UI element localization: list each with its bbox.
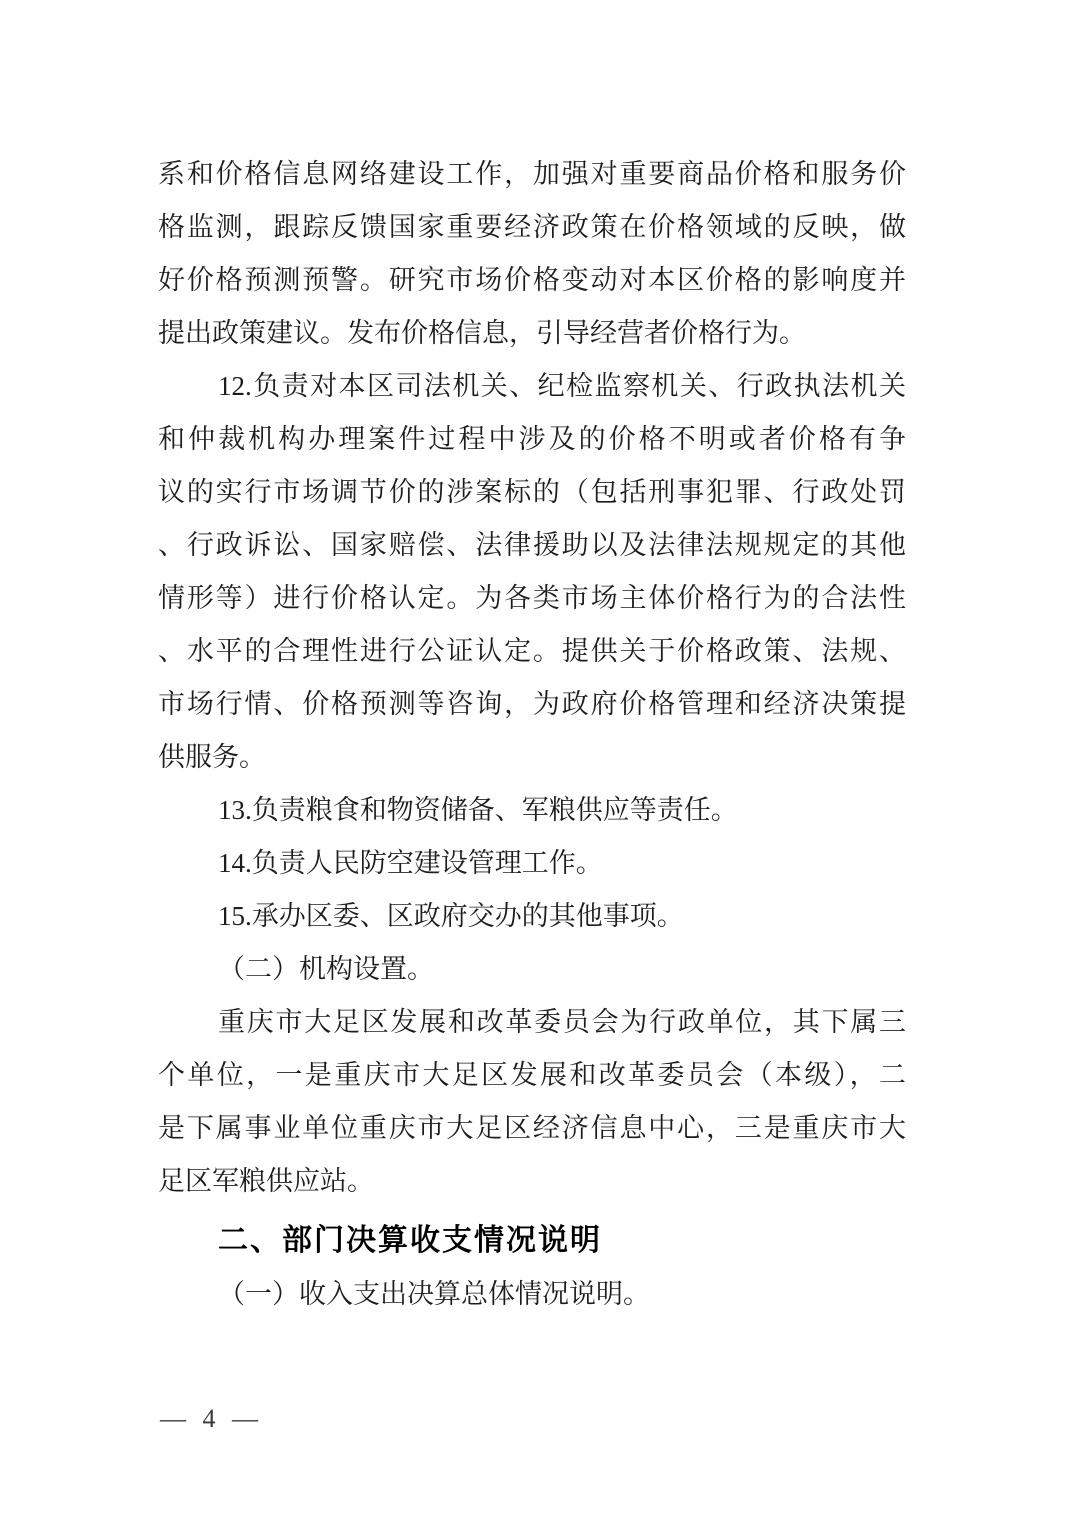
document-line: 13.负责粮食和物资储备、军粮供应等责任。 (218, 795, 738, 825)
document-line: 、水平的合理性进行公证认定。提供关于价格政策、法规、 (158, 636, 906, 666)
document-line: 格监测，跟踪反馈国家重要经济政策在价格领域的反映，做 (158, 212, 906, 242)
document-line: 个单位，一是重庆市大足区发展和改革委员会（本级），二 (158, 1060, 906, 1090)
document-line: 系和价格信息网络建设工作，加强对重要商品价格和服务价 (158, 159, 906, 189)
document-line: 供服务。 (158, 742, 266, 772)
document-line: 情形等）进行价格认定。为各类市场主体价格行为的合法性 (158, 583, 906, 613)
document-line: （一）收入支出决算总体情况说明。 (218, 1279, 650, 1309)
document-line: 议的实行市场调节价的涉案标的（包括刑事犯罪、行政处罚 (158, 477, 906, 507)
page-number: — 4 — (160, 1404, 263, 1433)
document-line: 重庆市大足区发展和改革委员会为行政单位，其下属三 (218, 1007, 906, 1037)
document-text-block (158, 149, 906, 1322)
document-line: 和仲裁机构办理案件过程中涉及的价格不明或者价格有争 (158, 424, 906, 454)
document-line: 12.负责对本区司法机关、纪检监察机关、行政执法机关 (218, 371, 906, 401)
document-line: 提出政策建议。发布价格信息，引导经营者价格行为。 (158, 318, 806, 348)
document-line: 14.负责人民防空建设管理工作。 (218, 848, 603, 878)
document-line: 、行政诉讼、国家赔偿、法律援助以及法律法规规定的其他 (158, 530, 906, 560)
document-line: 足区军粮供应站。 (158, 1166, 374, 1196)
document-line: 市场行情、价格预测等咨询，为政府价格管理和经济决策提 (158, 689, 906, 719)
document-line: 是下属事业单位重庆市大足区经济信息中心，三是重庆市大 (158, 1113, 906, 1143)
document-line: 好价格预测预警。研究市场价格变动对本区价格的影响度并 (158, 265, 906, 295)
document-line: 15.承办区委、区政府交办的其他事项。 (218, 901, 684, 931)
document-line: （二）机构设置。 (218, 954, 434, 984)
section-heading: 二、部门决算收支情况说明 (218, 1224, 602, 1257)
